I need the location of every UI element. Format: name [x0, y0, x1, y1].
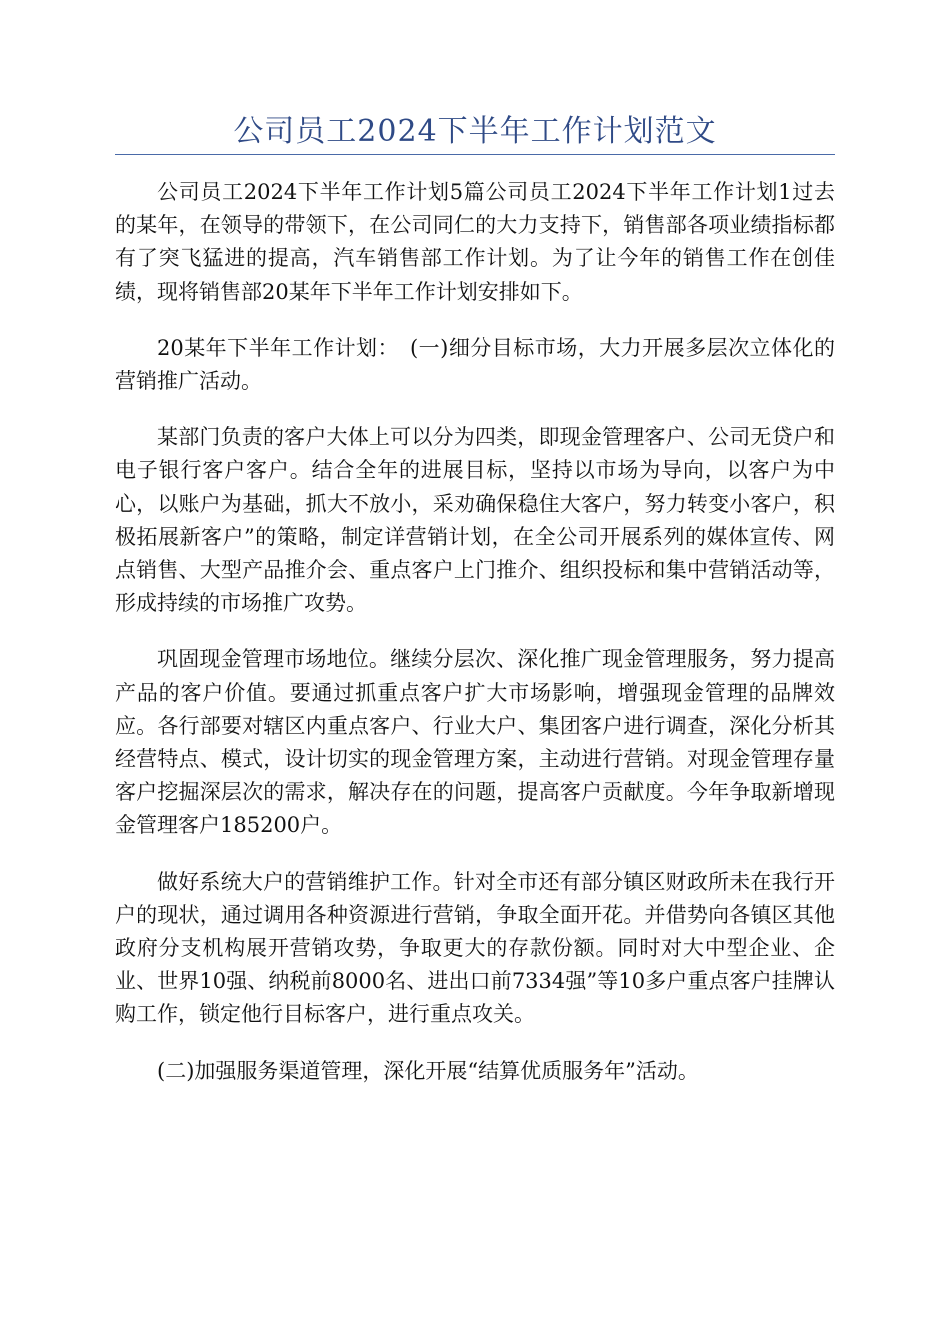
document-body [115, 176, 835, 1111]
paragraph-service-channels: (二)加强服务渠道管理，深化开展“结算优质服务年”活动。 [157, 1058, 699, 1083]
paragraph-system-clients: 做好系统大户的营销维护工作。针对全市还有部分镇区财政所未在我行开户的现状，通过调用各种资源进行营销，争取全面开花。并借势向各镇区其他政府分支机构展开营销攻势，争取更大的存款份额。同时对大中型企业、企业、世界10强、纳税前8000名、进出口前7334强”等10多户重点客户挂牌认购工作，锁定他行目标客户，进行重点攻关。 [115, 869, 835, 1027]
title-underline [115, 154, 835, 155]
paragraph-plan-heading: 20某年下半年工作计划： (一)细分目标市场，大力开展多层次立体化的营销推广活动。 [115, 335, 835, 394]
paragraph-intro: 公司员工2024下半年工作计划5篇公司员工2024下半年工作计划1过去的某年，在领导的带领下，在公司同仁的大力支持下，销售部各项业绩指标都有了突飞猛进的提高，汽车销售部工作计划。为了让今年的销售工作在创佳绩，现将销售部20某年下半年工作计划安排如下。 [115, 180, 835, 304]
document-title: 公司员工2024下半年工作计划范文 [233, 114, 717, 149]
paragraph-cash-management: 巩固现金管理市场地位。继续分层次、深化推广现金管理服务，努力提高产品的客户价值。要通过抓重点客户扩大市场影响，增强现金管理的品牌效应。各行部要对辖区内重点客户、行业大户、集团客户进行调查，深化分析其经营特点、模式，设计切实的现金管理方案，主动进行营销。对现金管理存量客户挖掘深层次的需求，解决存在的问题，提高客户贡献度。今年争取新增现金管理客户185200户。 [115, 647, 835, 838]
paragraph-customer-types: 某部门负责的客户大体上可以分为四类，即现金管理客户、公司无贷户和电子银行客户客户。结合全年的进展目标，坚持以市场为导向，以客户为中心，以账户为基础，抓大不放小，采劝确保稳住大客户，努力转变小客户，积极拓展新客户”的策略，制定详营销计划，在全公司开展系列的媒体宣传、网点销售、大型产品推介会、重点客户上门推介、组织投标和集中营销活动等，形成持续的市场推广攻势。 [115, 425, 835, 616]
